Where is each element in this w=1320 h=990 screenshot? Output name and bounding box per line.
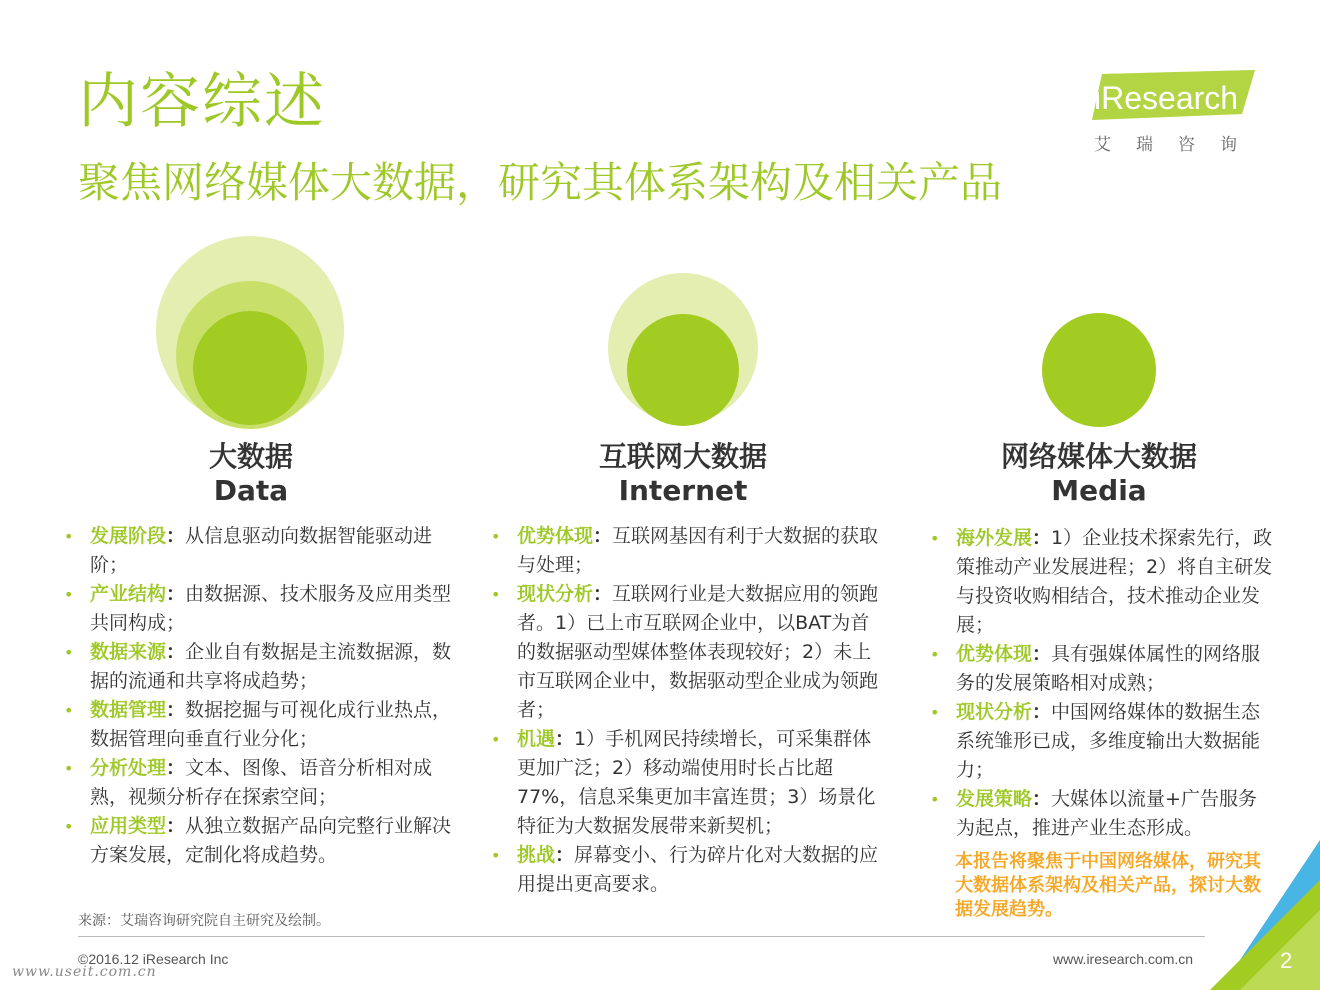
list-item: [930, 698, 1275, 785]
bullet-icon: •: [64, 643, 74, 662]
column-title-cn: 网络媒体大数据: [1000, 440, 1197, 473]
data-circle-group: [156, 236, 344, 429]
list-item-key: 分析处理: [90, 757, 167, 779]
list-item: [491, 580, 886, 725]
list-item-colon: ：: [166, 525, 186, 547]
column-title-cn: 互联网大数据: [598, 440, 767, 473]
footer-divider: [78, 936, 1205, 937]
bullet-icon: •: [64, 585, 74, 604]
bullet-icon: •: [930, 645, 940, 664]
conclusion-text: 本报告将聚焦于中国网络媒体，研究其大数据体系架构及相关产品，探讨大数据发展趋势。: [955, 851, 1261, 920]
bullet-icon: •: [491, 846, 501, 865]
list-item-key: 优势体现: [517, 525, 594, 547]
bullet-icon: •: [491, 527, 501, 546]
list-item-key: 现状分析: [517, 583, 594, 605]
list-item: [491, 522, 886, 580]
bullet-icon: •: [64, 817, 74, 836]
list-item-colon: ：: [1032, 701, 1052, 723]
bullet-icon: •: [491, 730, 501, 749]
internet-bullet-list: [491, 522, 886, 899]
media-circle-group: [1042, 313, 1156, 427]
column-title-en: Internet: [618, 474, 748, 507]
bullet-icon: •: [64, 759, 74, 778]
list-item-key: 海外发展: [956, 527, 1033, 549]
list-item: [491, 725, 886, 841]
concentric-circles-graphic: [0, 0, 1320, 440]
list-item-key: 发展策略: [956, 788, 1033, 810]
column-data-heading: [36, 440, 466, 508]
list-item-text: 1）企业技术探索先行，政策推动产业发展进程；2）将自主研发与投资收购相结合，技术推动企业发展；: [956, 527, 1273, 636]
list-item: [64, 812, 464, 870]
list-item-key: 优势体现: [956, 643, 1033, 665]
column-media-heading: [884, 440, 1314, 508]
list-item: [64, 696, 464, 754]
list-item-colon: ：: [166, 815, 186, 837]
bullet-icon: •: [491, 585, 501, 604]
logo-text: iResearch: [1094, 80, 1239, 116]
list-item: [64, 522, 464, 580]
list-item-colon: ：: [1032, 643, 1052, 665]
list-item: [930, 640, 1275, 698]
data-bullet-list: [64, 522, 464, 870]
copyright: ©2016.12 iResearch Inc: [78, 951, 229, 967]
list-item-text: 从信息驱动向数据智能驱动进阶；: [90, 525, 433, 576]
list-item-text: 屏幕变小、行为碎片化对大数据的应用提出更高要求。: [517, 844, 879, 895]
list-item-colon: ：: [166, 699, 186, 721]
list-item-text: 大媒体以流量+广告服务为起点，推进产业生态形成。: [956, 788, 1257, 839]
list-item-text: 企业自有数据是主流数据源，数据的流通和共享将成趋势；: [90, 641, 452, 692]
column-title-cn: 大数据: [208, 440, 293, 473]
list-item: [64, 580, 464, 638]
watermark: www.useit.com.cn: [12, 964, 157, 980]
list-item-colon: ：: [166, 583, 186, 605]
list-item-colon: ：: [555, 844, 575, 866]
list-item-key: 机遇: [517, 728, 556, 750]
column-title-en: Media: [1051, 474, 1147, 507]
website-url: www.iresearch.com.cn: [1053, 951, 1194, 967]
list-item-key: 产业结构: [90, 583, 167, 605]
list-item-colon: ：: [555, 728, 575, 750]
list-item: [930, 524, 1275, 640]
list-item-colon: ：: [1032, 527, 1052, 549]
media-bullet-list: [930, 524, 1275, 843]
list-item-colon: ：: [593, 583, 613, 605]
list-item-colon: ：: [166, 757, 186, 779]
list-item-text: 由数据源、技术服务及应用类型共同构成；: [90, 583, 452, 634]
list-item-text: 互联网基因有利于大数据的获取与处理；: [517, 525, 879, 576]
data-circle-inner: [193, 311, 307, 425]
list-item: [930, 785, 1275, 843]
internet-circle-group: [608, 273, 758, 426]
internet-circle-inner: [627, 314, 739, 426]
bullet-icon: •: [930, 703, 940, 722]
list-item-text: 具有强媒体属性的网络服务的发展策略相对成熟；: [956, 643, 1261, 694]
media-circle-inner: [1042, 313, 1156, 427]
list-item-colon: ：: [1032, 788, 1052, 810]
list-item-text: 文本、图像、语音分析相对成熟，视频分析存在探索空间；: [90, 757, 433, 808]
list-item-key: 应用类型: [90, 815, 167, 837]
column-internet-heading: [468, 440, 898, 508]
bullet-icon: •: [64, 701, 74, 720]
list-item-text: 中国网络媒体的数据生态系统雏形已成，多维度输出大数据能力；: [956, 701, 1261, 781]
bullet-icon: •: [64, 527, 74, 546]
source-note: 来源：艾瑞咨询研究院自主研究及绘制。: [78, 913, 330, 929]
list-item-text: 从独立数据产品向完整行业解决方案发展，定制化将成趋势。: [90, 815, 452, 866]
list-item: [491, 841, 886, 899]
list-item: [64, 754, 464, 812]
list-item-text: 数据挖掘与可视化成行业热点，数据管理向垂直行业分化；: [90, 699, 452, 750]
list-item-key: 挑战: [517, 844, 556, 866]
list-item-key: 数据管理: [90, 699, 167, 721]
corner-decoration: [1180, 840, 1320, 990]
column-title-en: Data: [213, 474, 289, 507]
list-item: [64, 638, 464, 696]
logo-subtitle: 艾瑞咨询: [1094, 135, 1262, 155]
page-title: 内容综述: [78, 67, 326, 137]
bullet-icon: •: [930, 529, 940, 548]
page-number: 2: [1280, 948, 1293, 973]
list-item-colon: ：: [166, 641, 186, 663]
list-item-key: 现状分析: [956, 701, 1033, 723]
page-subtitle: 聚焦网络媒体大数据，研究其体系架构及相关产品: [78, 158, 1003, 207]
list-item-key: 发展阶段: [90, 525, 167, 547]
list-item-text: 1）手机网民持续增长，可采集群体更加广泛；2）移动端使用时长占比超77%，信息采集更加丰富连贯；3）场景化特征为大数据发展带来新契机；: [517, 728, 876, 837]
list-item-colon: ：: [593, 525, 613, 547]
bullet-icon: •: [930, 790, 940, 809]
list-item-text: 互联网行业是大数据应用的领跑者。1）已上市互联网企业中，以BAT为首的数据驱动型媒体整体表现较好；2）未上市互联网企业中，数据驱动型企业成为领跑者；: [517, 583, 879, 721]
list-item-key: 数据来源: [90, 641, 167, 663]
